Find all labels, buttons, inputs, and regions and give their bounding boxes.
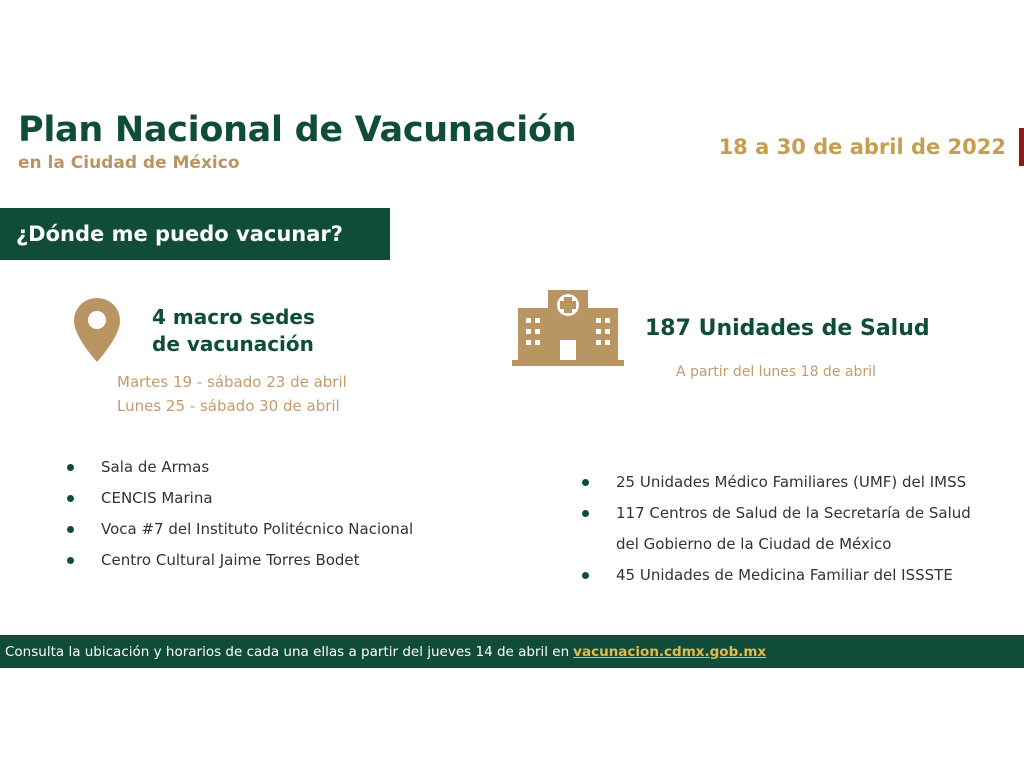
list-item: Sala de Armas bbox=[0, 456, 413, 487]
health-units-list bbox=[0, 467, 971, 591]
page-subtitle: en la Ciudad de México bbox=[18, 153, 240, 173]
date-range: 18 a 30 de abril de 2022 bbox=[718, 135, 1006, 159]
macro-schedule bbox=[117, 370, 347, 418]
banner-text: ¿Dónde me puedo vacunar? bbox=[16, 222, 343, 246]
macro-sites-title bbox=[152, 304, 315, 358]
list-item-continuation: del Gobierno de la Ciudad de México bbox=[616, 535, 892, 553]
footer-text: Consulta la ubicación y horarios de cada una ellas a partir del jueves 14 de abril en bbox=[5, 643, 570, 660]
footer-bar bbox=[0, 635, 1024, 668]
health-units-title: 187 Unidades de Salud bbox=[645, 316, 930, 341]
list-item: Voca #7 del Instituto Politécnico Nacional bbox=[0, 518, 413, 549]
list-item: CENCIS Marina bbox=[0, 487, 413, 518]
location-pin-icon bbox=[72, 296, 122, 364]
list-item: 45 Unidades de Medicina Familiar del ISSSTE bbox=[0, 560, 971, 591]
page-title: Plan Nacional de Vacunación bbox=[18, 110, 577, 150]
health-units-subtitle: A partir del lunes 18 de abril bbox=[676, 364, 876, 380]
accent-bar bbox=[1019, 128, 1024, 166]
macro-title-line2: de vacunación bbox=[152, 332, 314, 356]
website-link[interactable]: vacunacion.cdmx.gob.mx bbox=[573, 643, 767, 660]
list-item: 117 Centros de Salud de la Secretaría de Salud bbox=[0, 498, 971, 529]
schedule-line2: Lunes 25 - sábado 30 de abril bbox=[117, 397, 340, 415]
schedule-line1: Martes 19 - sábado 23 de abril bbox=[117, 373, 347, 391]
list-item: 25 Unidades Médico Familiares (UMF) del IMSS bbox=[0, 467, 971, 498]
question-banner bbox=[0, 208, 390, 260]
list-item: Centro Cultural Jaime Torres Bodet bbox=[0, 549, 413, 580]
macro-title-line1: 4 macro sedes bbox=[152, 305, 315, 329]
hospital-icon bbox=[512, 290, 624, 366]
